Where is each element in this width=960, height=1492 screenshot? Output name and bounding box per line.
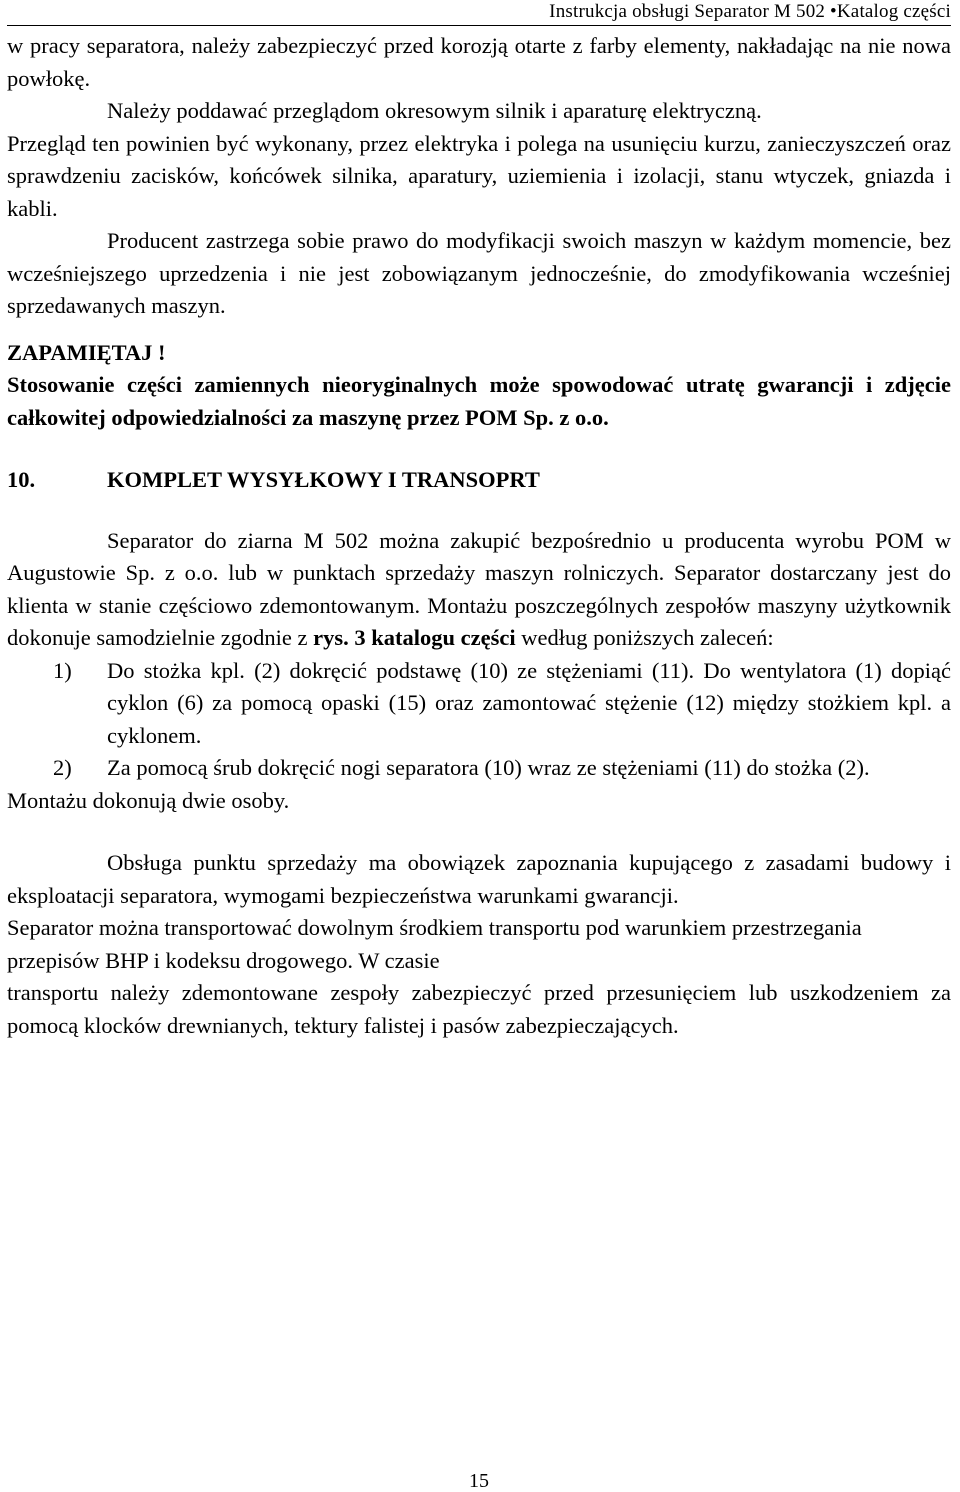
section-title: KOMPLET WYSYŁKOWY I TRANSOPRT [107,467,540,492]
list-item [7,655,951,753]
page-number: 15 [469,1470,489,1492]
spacer [7,817,951,847]
step-number: 1) [53,657,72,683]
spacer [7,434,951,464]
step-text: Do stożka kpl. (2) dokręcić podstawę (10) ze stężeniami (11). Do wentylatora (1) dopiąć cyklon (6) za pomocą opaski (15) oraz zamontować stężenie (12) między stożkiem kpl. a cyklonem. [107,657,951,748]
paragraph-assembly-note: Montażu dokonują dwie osoby. [7,787,290,813]
paragraph-electrician: Przegląd ten powinien być wykonany, przez elektryka i polega na usunięciu kurzu, zanieczyszczeń oraz sprawdzeniu zacisków, końcówek silnika, aparatury, uziemienia i izolacji, stanu wtyczek, gniazda i kabli. [7,130,951,221]
intro-figure-ref: rys. [313,625,349,650]
intro-catalog-ref: 3 katalogu części [354,625,516,650]
step-number: 2) [53,755,72,780]
paragraph-inspection: Należy poddawać przeglądom okresowym silnik i aparaturę elektryczną. [107,98,762,123]
document-body [7,30,951,1042]
paragraph-transport-1: Separator można transportować dowolnym środkiem transportu pod warunkiem przestrzegania przepisów BHP i kodeksu drogowego. W czasie [7,915,862,973]
paragraph-shipping-intro [7,525,951,655]
paragraph-transport-2: transportu należy zdemontowane zespoły zabezpieczyć przed przesunięciem lub uszkodzeniem za pomocą klocków drewnianych, tektury falistej i pasów zabezpieczających. [7,980,951,1038]
intro-text: Separator do ziarna M 502 można zakupić bezpośrednio u producenta wyrobu POM w Augustowie Sp. z o.o. lub w punktach sprzedaży maszyn rolniczych. Separator dostarczany jest do klienta w stanie częściowo zdemontowanym. Montażu poszczególnych zespołów maszyny użytkownik dokonuje samodzielnie zgodnie z [7,527,951,650]
paragraph-service-point: Obsługa punktu sprzedaży ma obowiązek zapoznania kupującego z zasadami budowy i eksploatacji separatora, wymogami bezpieczeństwa warunkami gwarancji. [7,850,951,908]
warning-text: Stosowanie części zamiennych nieoryginalnych może spowodować utratę gwarancji i zdjęcie całkowitej odpowiedzialności za maszynę przez POM Sp. z o.o. [7,372,951,430]
intro-text-end: według poniższych zaleceń: [515,625,774,650]
assembly-steps [7,655,951,785]
warning-title: ZAPAMIĘTAJ ! [7,339,166,365]
spacer [7,323,951,337]
spacer [7,497,951,525]
step-text: Za pomocą śrub dokręcić nogi separatora (10) wraz ze stężeniami (11) do stożka (2). [107,755,870,780]
section-heading [7,464,951,497]
section-number: 10. [7,467,36,492]
paragraph-manufacturer-rights: Producent zastrzega sobie prawo do modyfikacji swoich maszyn w każdym momencie, bez wcześniejszego uprzedzenia i nie jest zobowiązanym jednocześnie, do zmodyfikowania wcześniej sprzedawanych maszyn. [7,228,951,318]
paragraph-corrosion: w pracy separatora, należy zabezpieczyć przed korozją otarte z farby elementy, nakładając na nie nowa powłokę. [7,33,951,91]
running-header: Instrukcja obsługi Separator M 502 •Katalog części [7,0,951,26]
document-page [7,0,951,1492]
list-item [7,752,951,785]
